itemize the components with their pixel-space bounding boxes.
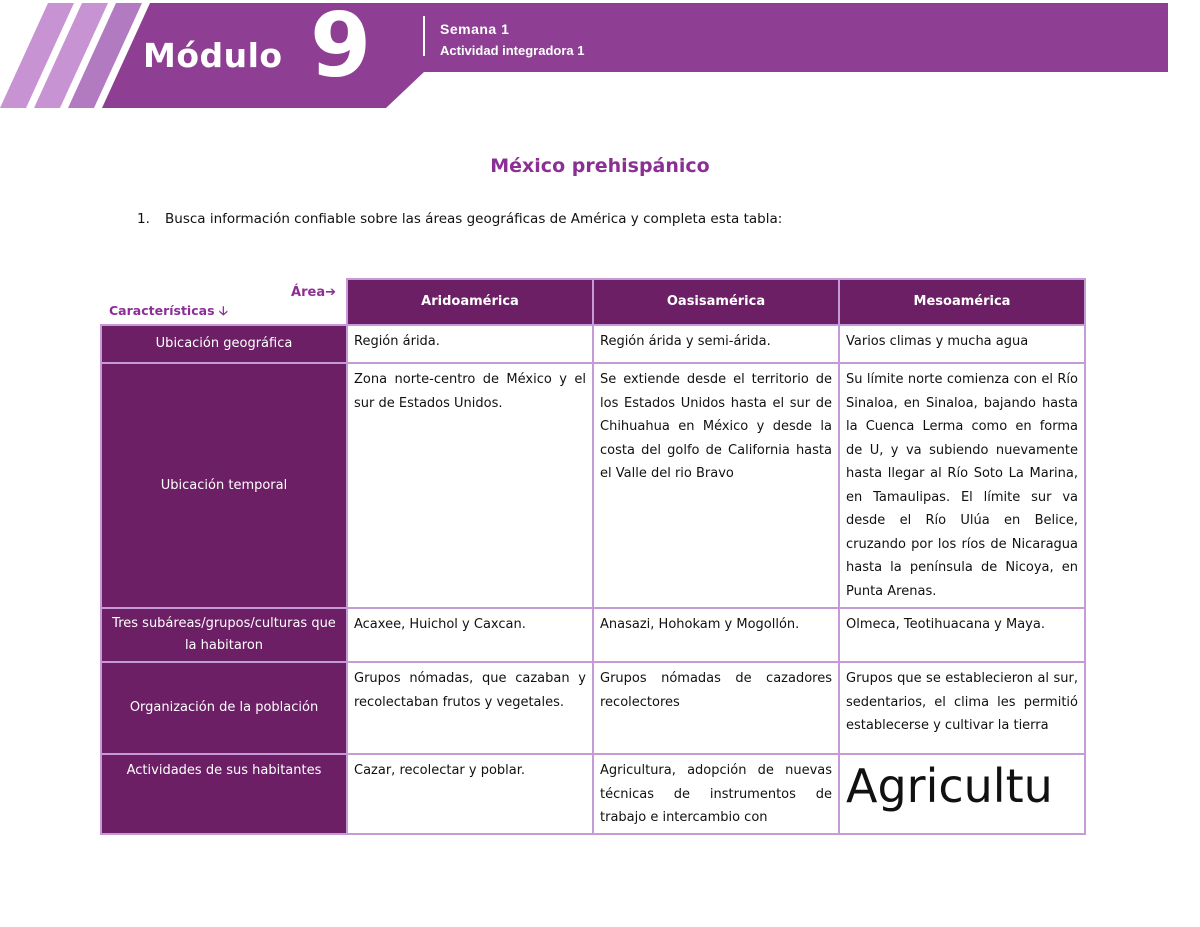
table-cell: Grupos que se establecieron al sur, sedentarios, el clima les permitió establecerse y cultivar la tierra [839,662,1085,754]
table-cell: Región árida. [347,325,593,363]
table-row [101,662,1085,754]
row-label-activities: Actividades de sus habitantes [101,754,347,834]
table-cell: Grupos nómadas, que cazaban y recolectaban frutos y vegetales. [347,662,593,754]
module-label: Módulo [143,36,283,75]
document-title: México prehispánico [490,155,710,177]
instruction-text: Busca información confiable sobre las áreas geográficas de América y completa esta tabla: [165,211,783,227]
header-divider [423,16,425,56]
table-cell: Acaxee, Huichol y Caxcan. [347,608,593,662]
module-number: 9 [310,0,372,97]
table-cell: Anasazi, Hohokam y Mogollón. [593,608,839,662]
module-header [0,0,1200,115]
table-cell [593,754,839,834]
row-label-cultures: Tres subáreas/grupos/culturas que la habitaron [101,608,347,662]
table-cell: Se extiende desde el territorio de los Estados Unidos hasta el sur de Chihuahua en México y desde la costa del golfo de California hasta el Valle del rio Bravo [593,363,839,608]
table-corner [101,279,347,325]
instruction-number: 1. [137,211,150,227]
cell-text: Agricultura, adopción de nuevas técnicas de instrumentos de trabajo e intercambio con [600,763,832,825]
row-label-geographic: Ubicación geográfica [101,325,347,363]
column-header-aridoamerica: Aridoamérica [347,279,593,325]
table-row [101,608,1085,662]
week-label: Semana 1 [440,21,510,37]
areas-table [100,278,1086,835]
column-header-oasisamerica: Oasisamérica [593,279,839,325]
table-row [101,754,1085,834]
table-cell: Región árida y semi-árida. [593,325,839,363]
table-cell: Su límite norte comienza con el Río Sinaloa, en Sinaloa, bajando hasta la Cuenca Lerma como en forma de U, y va subiendo nuevamente hasta llegar al Río Soto La Marina, en Tamaulipas. El límite sur va desde el Río Ulúa en Belice, cruzando por los ríos de Nicaragua hasta la península de Nicoya, en Punta Arenas. [839,363,1085,608]
table-row [101,363,1085,608]
activity-label: Actividad integradora 1 [440,43,585,58]
column-header-mesoamerica: Mesoamérica [839,279,1085,325]
table-row [101,325,1085,363]
instruction [137,211,782,227]
characteristics-label: Características 🡣 [109,302,228,318]
table-cell: Varios climas y mucha agua [839,325,1085,363]
table-cell: Cazar, recolectar y poblar. [347,754,593,834]
area-label: Área➔ [291,285,336,300]
row-label-temporal: Ubicación temporal [101,363,347,608]
table-cell: Zona norte-centro de México y el sur de Estados Unidos. [347,363,593,608]
row-label-organization: Organización de la población [101,662,347,754]
table-cell: Grupos nómadas de cazadores recolectores [593,662,839,754]
table-cell: Agricultu [839,754,1085,834]
table-cell: Olmeca, Teotihuacana y Maya. [839,608,1085,662]
table-header-row [101,279,1085,325]
